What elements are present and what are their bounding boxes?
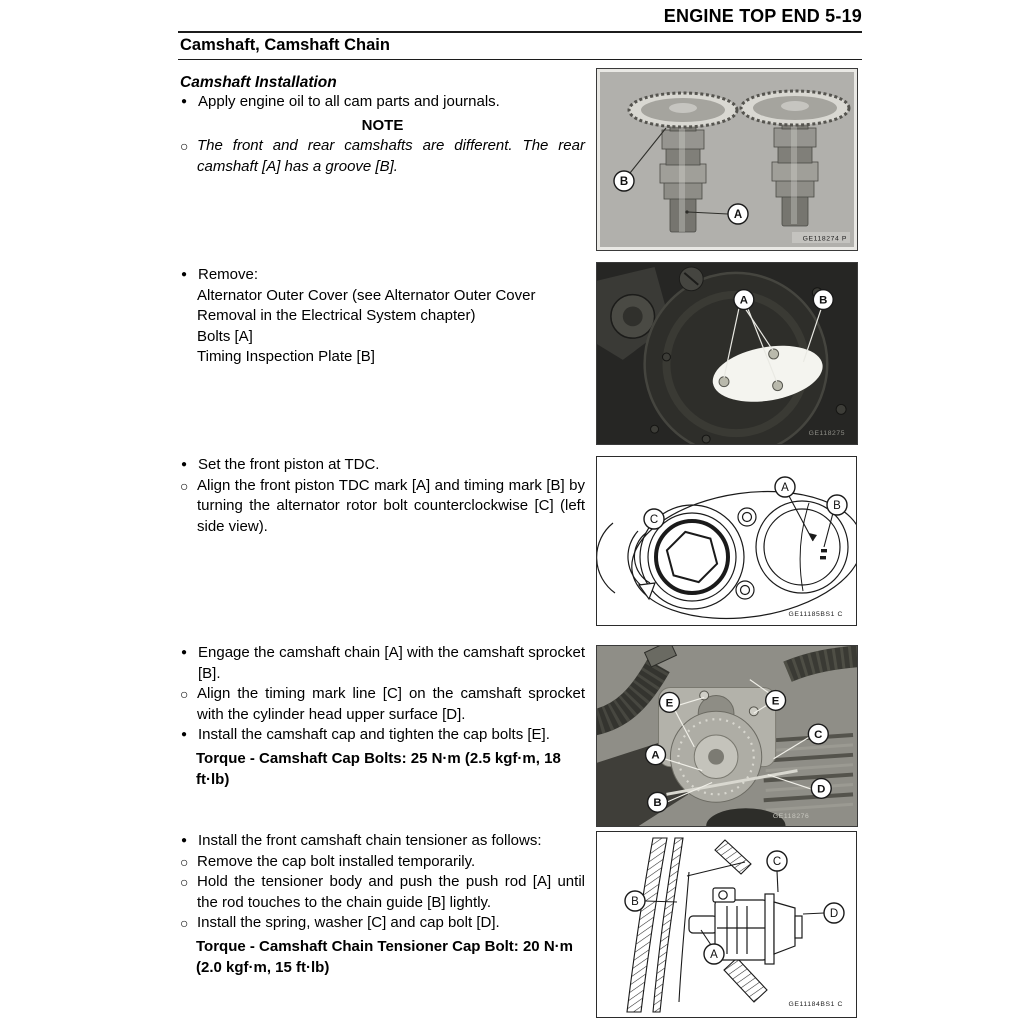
paragraph [180,872,585,913]
solid-bullet: ● [181,647,188,658]
paragraph [180,265,585,286]
substep-text: Remove the cap bolt installed temporarily. [197,852,476,870]
camshafts-illustration [600,72,854,247]
callout-b [625,891,645,911]
diagram-background [597,457,856,625]
step-text: Install the camshaft cap and tighten the cap bolts [E]. [198,726,550,744]
paragraph [180,725,585,746]
svg-text:C: C [772,856,782,868]
svg-text:E: E [771,695,780,708]
note-text: The front and rear camshafts are different. The rear camshaft [A] has a groove [B]. [197,137,585,175]
torque-spec-cap-bolts: Torque - Camshaft Cap Bolts: 25 N·m (2.5 kgf·m, 18 ft·lb) [196,749,561,788]
figure-camshaft-sprocket-photo [596,645,858,827]
callout-b [813,290,833,310]
callout-a [728,204,748,224]
figure-code: GE118274 P [802,235,847,243]
callout-c [644,509,664,529]
step-tensioner-block [180,831,585,978]
remove-item: Timing Inspection Plate [B] [197,348,375,366]
figure-alternator-cover-photo [596,262,858,445]
callout-e1 [660,692,680,712]
step-text: Install the front camshaft chain tensioner as follows: [198,832,542,849]
remove-item: Alternator Outer Cover (see Alternator Outer Cover Removal in the Electrical System chapter) [197,286,536,325]
paragraph [180,831,585,852]
callout-a [734,290,754,310]
step-engage-block [180,643,585,790]
callout-d [824,903,844,923]
open-bullet: ○ [180,477,189,494]
plate-bolt [769,349,779,359]
timing-mark [821,549,827,552]
svg-text:B: B [619,176,629,188]
figure-code: GE11185BS1 C [788,611,843,618]
callout-e2 [766,691,786,711]
solid-bullet: ● [181,269,188,280]
substep-text: Hold the tensioner body and push the push rod [A] until the rod touches to the chain guide [B] lightly. [197,873,585,911]
solid-bullet: ● [181,729,188,741]
callout-a [704,944,724,964]
open-bullet: ○ [180,686,189,703]
figure-code: GE118276 [772,813,810,821]
paragraph [180,136,585,177]
step-text: Engage the camshaft chain [A] with the camshaft sprocket [B]. [198,644,585,682]
callout-a [646,745,666,765]
section-title: Camshaft, Camshaft Chain [180,36,390,54]
remove-items [197,286,585,368]
solid-bullet: ● [181,835,188,846]
paragraph [180,684,585,725]
callout-b [648,792,668,812]
callout-d [811,779,831,799]
step-remove-block [180,265,585,368]
svg-text:A: A [733,209,743,221]
torque-spec-tensioner: Torque - Camshaft Chain Tensioner Cap Bolt: 20 N·m (2.0 kgf·m, 15 ft·lb) [196,937,573,976]
svg-text:A: A [651,749,660,762]
figure-code: GE118275 [808,430,846,438]
remove-item: Bolts [A] [197,327,253,345]
paragraph [180,476,585,538]
svg-text:C: C [814,728,823,741]
svg-text:D: D [817,783,826,796]
svg-text:C: C [649,514,659,526]
section-rule [178,59,862,60]
note-block [180,136,585,177]
substep-text: Align the timing mark line [C] on the camshaft sprocket with the cylinder head upper surface [D]. [197,685,585,723]
figure-timing-mark-diagram [596,456,857,626]
figure-chain-tensioner-diagram [596,831,857,1018]
svg-text:A: A [710,949,718,961]
note-label: NOTE [361,117,404,134]
alternator-cover-illustration [597,263,857,444]
tensioner-diagram [597,832,856,1017]
timing-diagram [597,457,856,625]
open-bullet: ○ [180,874,189,891]
solid-bullet: ● [181,459,188,470]
svg-text:B: B [819,294,828,307]
page-header-title: ENGINE TOP END 5-19 [663,6,862,26]
callout-a [775,477,795,497]
figure-code: GE11184BS1 C [788,1001,843,1008]
substep-text: Install the spring, washer [C] and cap bolt [D]. [197,914,500,932]
plate-bolt [719,377,729,387]
push-rod [689,916,717,933]
header-rule [178,31,862,33]
callout-b [614,171,634,191]
substep-text: Align the front piston TDC mark [A] and timing mark [B] by turning the alternator rotor bolt counterclockwise [C] (left side view). [197,476,585,535]
svg-text:A: A [739,294,748,307]
open-bullet: ○ [180,138,189,154]
svg-text:E: E [665,697,674,710]
step-apply-oil [180,92,585,113]
step-text: Remove: [198,266,259,283]
step-text: Apply engine oil to all cam parts and journals. [198,93,500,110]
paragraph [180,455,585,476]
paragraph [180,92,585,113]
paragraph [180,913,585,934]
washer [765,894,774,964]
solid-bullet: ● [181,96,188,107]
subsection-title: Camshaft Installation [180,74,337,91]
cap-bolt [774,902,795,954]
paragraph [180,852,585,873]
plate-bolt [773,381,783,391]
figure-camshafts-photo [596,68,858,251]
camshaft-install-illustration [597,646,857,826]
open-bullet: ○ [180,853,189,870]
svg-text:D: D [829,908,839,920]
step-tdc-block [180,455,585,537]
step-text: Set the front piston at TDC. [198,456,380,473]
timing-mark [820,556,826,559]
svg-text:B: B [653,797,662,810]
svg-text:A: A [781,482,789,494]
callout-b [827,495,847,515]
svg-text:B: B [631,896,639,908]
svg-text:B: B [833,500,841,512]
open-bullet: ○ [180,915,189,932]
callout-c [808,724,828,744]
paragraph [180,643,585,684]
callout-c [767,851,787,871]
